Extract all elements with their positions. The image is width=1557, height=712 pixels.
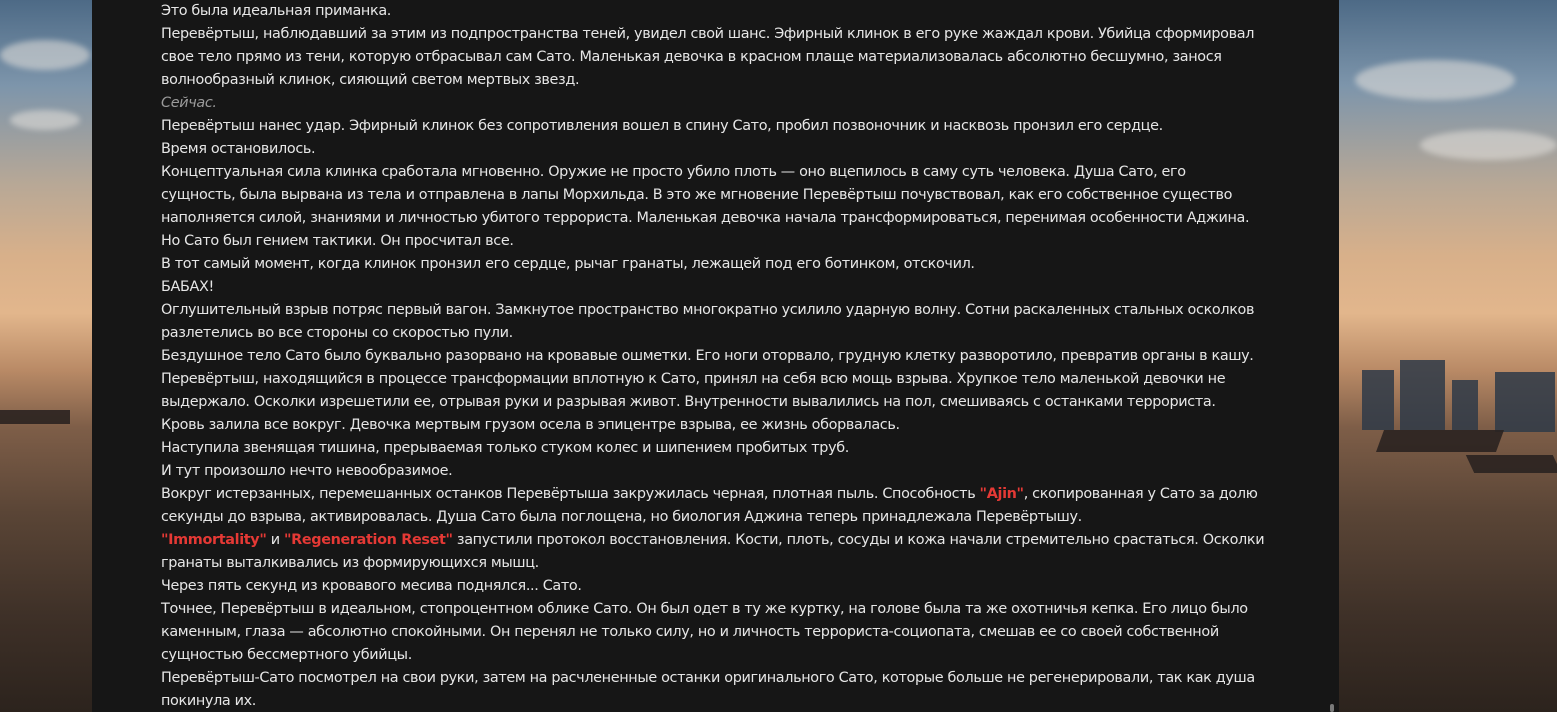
story-paragraph: Это была идеальная приманка. — [161, 3, 392, 19]
story-paragraph: гранаты выталкивались из формирующихся мышц. — [161, 555, 539, 571]
story-paragraph: Перевёртыш, наблюдавший за этим из подпространства теней, увидел свой шанс. Эфирный клинок в его руке жаждал крови. Убийца сформировал — [161, 26, 1255, 42]
background-cloud — [1355, 60, 1515, 100]
scrollbar-thumb[interactable] — [1330, 704, 1334, 712]
reader-panel — [92, 0, 1339, 712]
background-city-silhouette — [1495, 372, 1555, 432]
story-paragraph: сущностью бессмертного убийцы. — [161, 647, 412, 663]
story-paragraph: Время остановилось. — [161, 141, 316, 157]
story-paragraph: сущность, была вырвана из тела и отправлена в лапы Морхильда. В это же мгновение Перевёртыш почувствовал, как его собственное существо — [161, 187, 1233, 203]
story-text-span: и — [266, 532, 284, 548]
story-paragraph: Но Сато был гением тактики. Он просчитал все. — [161, 233, 514, 249]
story-text-span: , скопированная у Сато за долю — [1023, 486, 1258, 502]
story-italic-line: Сейчас. — [161, 95, 217, 111]
story-paragraph: Перевёртыш-Сато посмотрел на свои руки, затем на расчлененные останки оригинального Сато, которые больше не регенерировали, так как душа — [161, 670, 1255, 686]
story-paragraph — [161, 483, 1321, 506]
background-city-silhouette — [1452, 380, 1478, 430]
story-paragraph: БАБАХ! — [161, 279, 214, 295]
ability-tag-regeneration-reset: "Regeneration Reset" — [283, 532, 453, 548]
background-city-silhouette — [1400, 360, 1445, 430]
story-paragraph: наполняется силой, знаниями и личностью убитого террориста. Маленькая девочка начала трансформироваться, перенимая особенности Аджина. — [161, 210, 1250, 226]
story-text-span: Вокруг истерзанных, перемешанных останков Перевёртыша закружилась черная, плотная пыль. Способность — [161, 486, 980, 502]
background-debris — [1466, 455, 1557, 473]
background-cloud — [1420, 130, 1557, 160]
background-debris — [1376, 430, 1504, 452]
story-paragraph: выдержало. Осколки изрешетили ее, отрывая руки и разрывая живот. Внутренности вывалились на пол, смешиваясь с останками террориста. — [161, 394, 1216, 410]
story-paragraph: И тут произошло нечто невообразимое. — [161, 463, 453, 479]
ability-tag-ajin: "Ajin" — [979, 486, 1024, 502]
ability-tag-immortality: "Immortality" — [161, 532, 267, 548]
story-text-span: запустили протокол восстановления. Кости, плоть, сосуды и кожа начали стремительно срастаться. Осколки — [452, 532, 1265, 548]
story-paragraph — [161, 529, 1321, 552]
background-cloud — [10, 110, 80, 130]
story-paragraph: Через пять секунд из кровавого месива поднялся... Сато. — [161, 578, 582, 594]
story-paragraph: покинула их. — [161, 693, 257, 709]
story-paragraph: секунды до взрыва, активировалась. Душа Сато была поглощена, но биология Аджина теперь принадлежала Перевёртышу. — [161, 509, 1082, 525]
story-text — [161, 0, 1321, 712]
story-paragraph: Точнее, Перевёртыш в идеальном, стопроцентном облике Сато. Он был одет в ту же куртку, на голове была та же охотничья кепка. Его лицо было — [161, 601, 1248, 617]
story-paragraph: Перевёртыш, находящийся в процессе трансформации вплотную к Сато, принял на себя всю мощь взрыва. Хрупкое тело маленькой девочки не — [161, 371, 1226, 387]
background-cloud — [0, 40, 90, 70]
story-paragraph: Бездушное тело Сато было буквально разорвано на кровавые ошметки. Его ноги оторвало, грудную клетку разворотило, превратив органы в кашу. — [161, 348, 1254, 364]
background-city-silhouette — [1362, 370, 1394, 430]
story-paragraph: Концептуальная сила клинка сработала мгновенно. Оружие не просто убило плоть — оно вцепилось в саму суть человека. Душа Сато, его — [161, 164, 1186, 180]
story-paragraph: разлетелись во все стороны со скоростью пули. — [161, 325, 513, 341]
story-paragraph: Перевёртыш нанес удар. Эфирный клинок без сопротивления вошел в спину Сато, пробил позвоночник и насквозь пронзил его сердце. — [161, 118, 1163, 134]
story-paragraph: волнообразный клинок, сияющий светом мертвых звезд. — [161, 72, 580, 88]
story-paragraph: свое тело прямо из тени, которую отбрасывал сам Сато. Маленькая девочка в красном плаще материализовалась абсолютно бесшумно, занося — [161, 49, 1222, 65]
story-paragraph: В тот самый момент, когда клинок пронзил его сердце, рычаг гранаты, лежащей под его ботинком, отскочил. — [161, 256, 975, 272]
story-paragraph: каменным, глаза — абсолютно спокойными. Он перенял не только силу, но и личность террориста-социопата, смешав ее со своей собственной — [161, 624, 1219, 640]
background-debris — [0, 410, 70, 424]
story-paragraph: Кровь залила все вокруг. Девочка мертвым грузом осела в эпицентре взрыва, ее жизнь оборвалась. — [161, 417, 900, 433]
story-paragraph: Наступила звенящая тишина, прерываемая только стуком колес и шипением пробитых труб. — [161, 440, 850, 456]
story-paragraph: Оглушительный взрыв потряс первый вагон. Замкнутое пространство многократно усилило ударную волну. Сотни раскаленных стальных осколков — [161, 302, 1255, 318]
